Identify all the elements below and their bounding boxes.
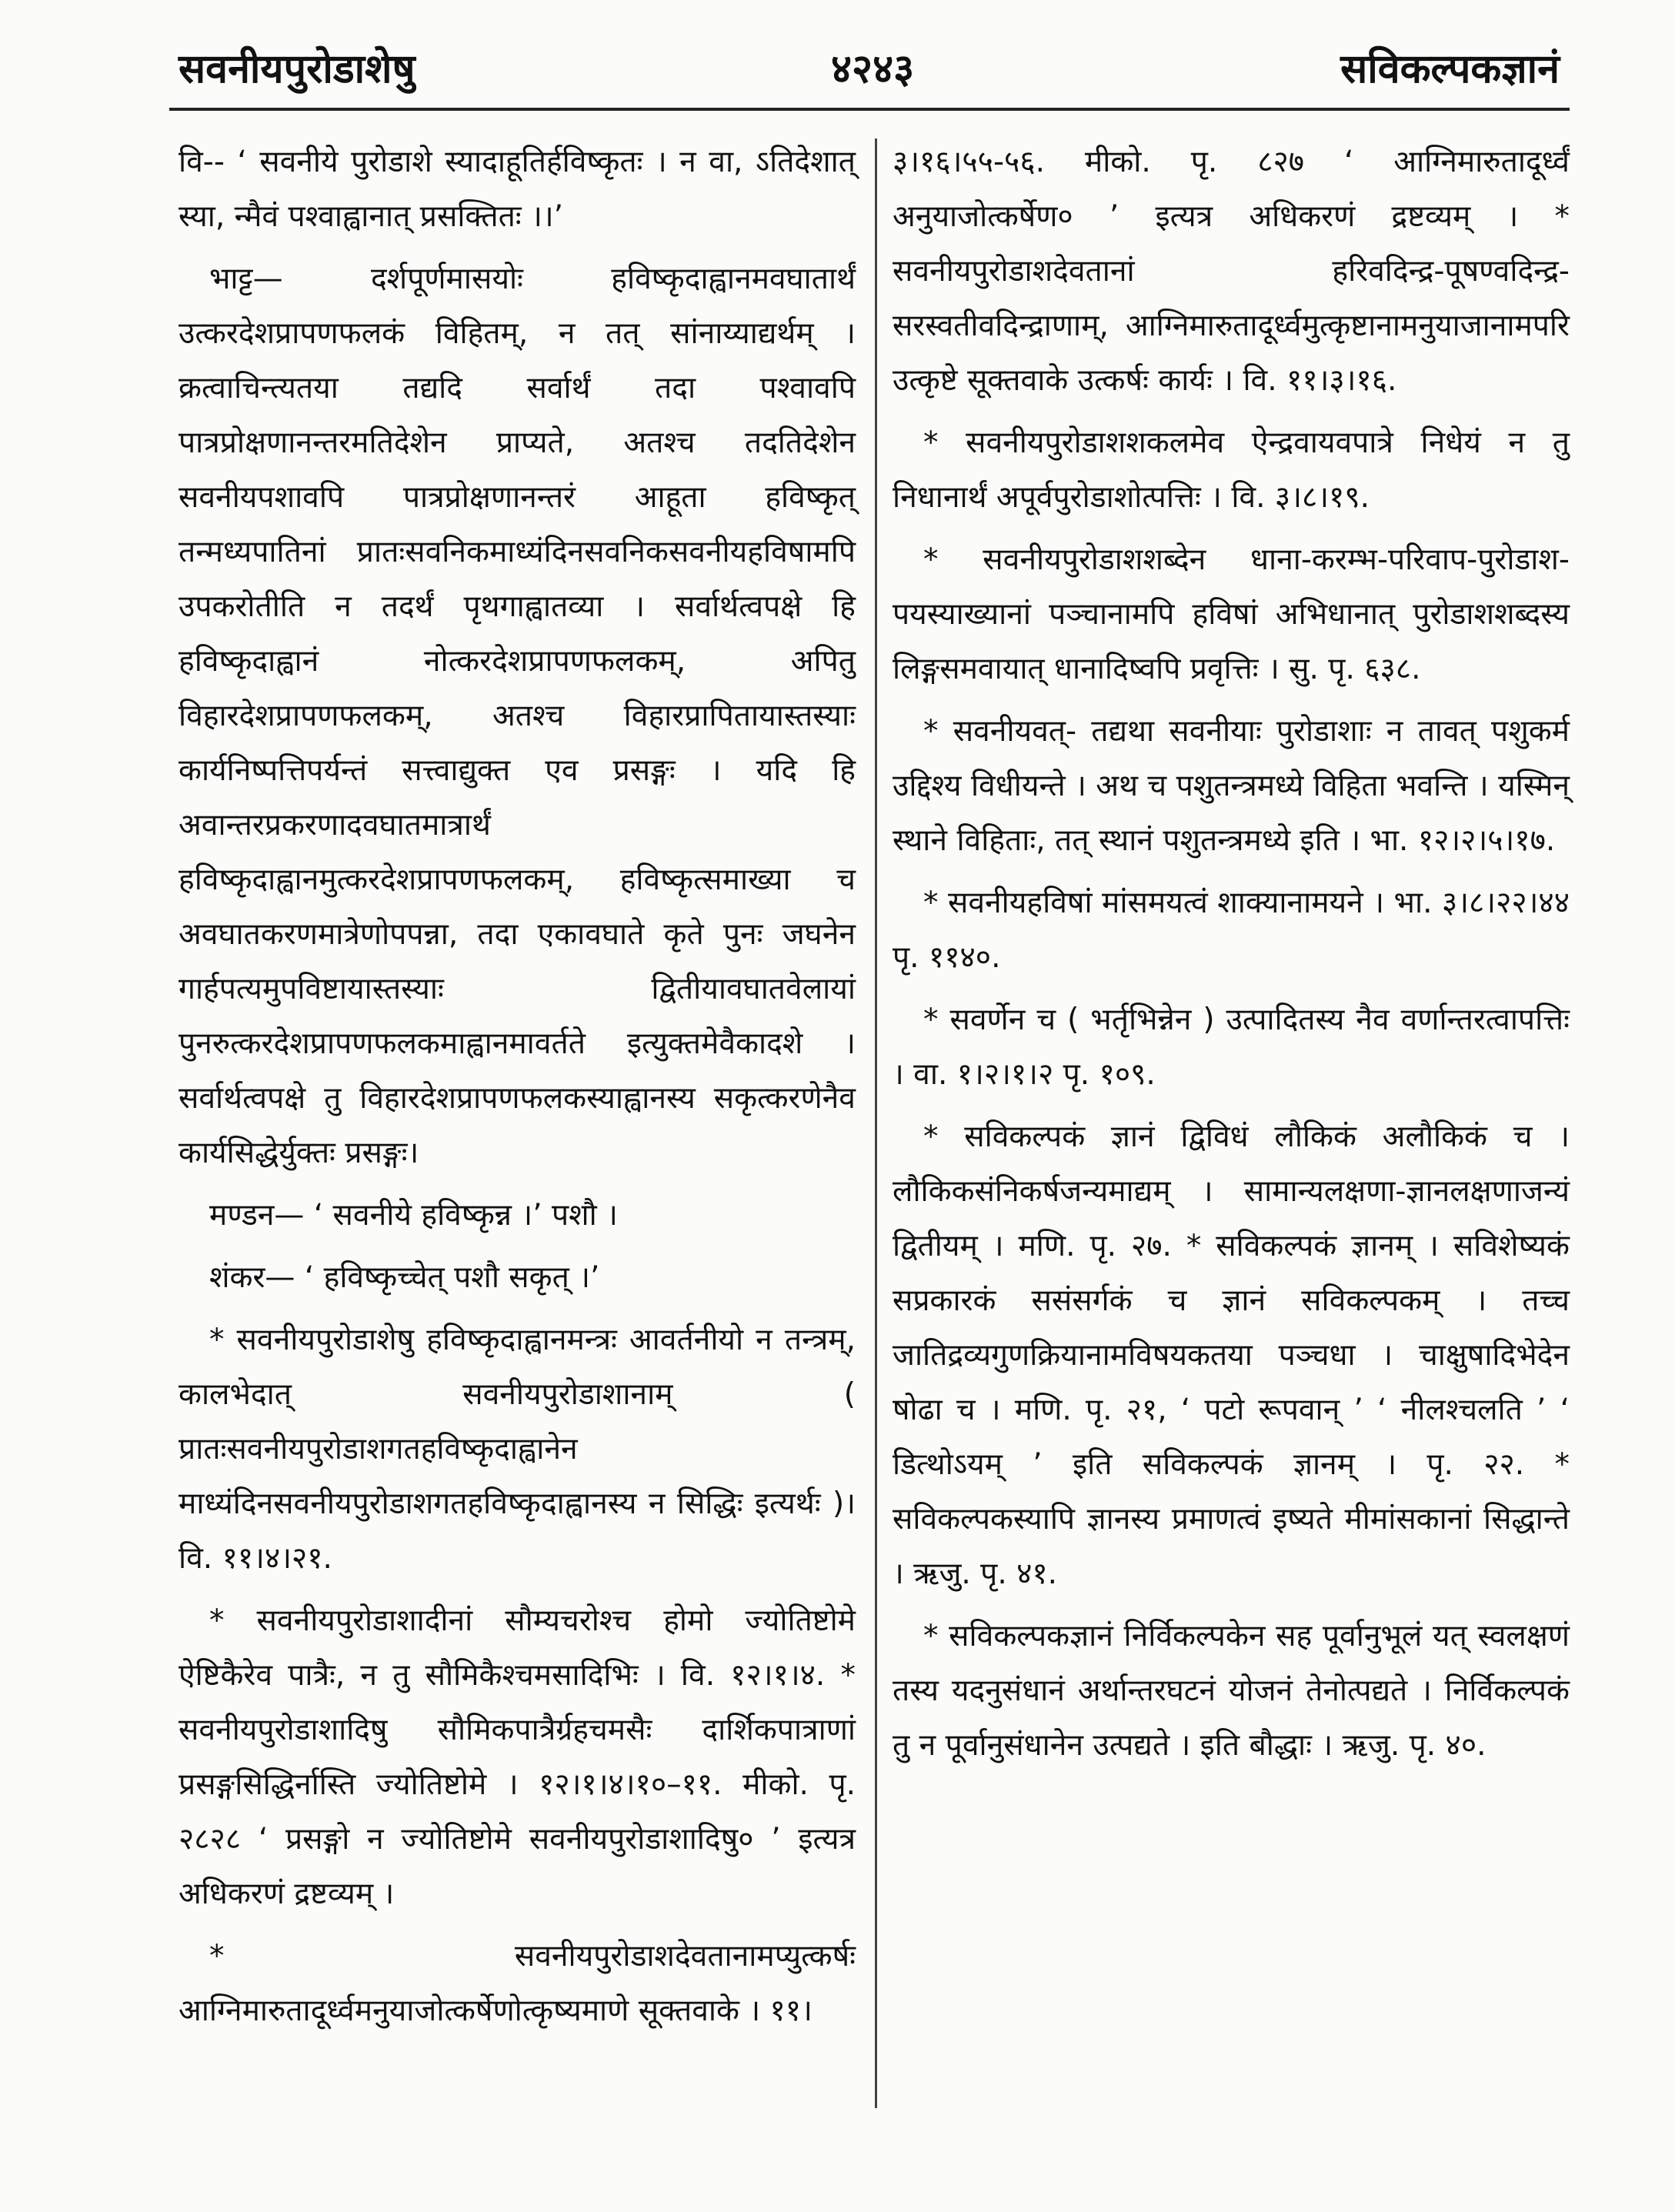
paragraph: * सवनीयहविषां मांसमयत्वं शाक्यानामयने । भा. ३।८।२२।४४ पृ. ११४०. (893, 886, 1570, 975)
page-number: ४२४३ (831, 46, 915, 92)
paragraph: ३।१६।५५-५६. मीको. पृ. ८२७ ‘ आग्निमारुतादूर्ध्वं अनुयाजोत्कर्षेण० ’ इत्यत्र अधिकरणं द्रष्टव्यम् । * सवनीयपुरोडाशदेवतानां हरिवदिन्द्र-पूषण्वदिन्द्र-सरस्वतीवदिन्द्राणाम्, आग्निमारुतादूर्ध्वमुत्कृष्टानामनुयाजानामपरि उत्कृष्टे सूक्तवाके उत्कर्षः कार्यः । वि. ११।३।१६. (893, 145, 1570, 398)
column-divider (875, 138, 877, 2108)
paragraph: * सवनीयपुरोडाशदेवतानामप्युत्कर्षः आग्निमारुतादूर्ध्वमनुयाजोत्कर्षेणोत्कृष्यमाणे सूक्तवाके । ११। (179, 1939, 856, 2028)
page-header (0, 31, 1675, 108)
paragraph: भाट्ट— दर्शपूर्णमासयोः हविष्कृदाह्वानमवघातार्थं उत्करदेशप्रापणफलकं विहितम्, न तत् सांनाय्याद्यर्थम् । क्रत्वाचिन्त्यतया तद्यदि सर्वार्थं तदा पश्वावपि पात्रप्रोक्षणानन्तरमतिदेशेन प्राप्यते, अतश्च तदतिदेशेन सवनीयपशावपि पात्रप्रोक्षणानन्तरं आहूता हविष्कृत् तन्मध्यपातिनां प्रातःसवनिकमाध्यंदिनसवनिकसवनीयहविषामपि उपकरोतीति न तदर्थं पृथगाह्वातव्या । सर्वार्थत्वपक्षे हि हविष्कृदाह्वानं नोत्करदेशप्रापणफलकम्, अपितु विहारदेशप्रापणफलकम्, अतश्च विहारप्रापितायास्तस्याः कार्यनिष्पत्तिपर्यन्तं सत्त्वाद्युक्त एव प्रसङ्गः । यदि हि अवान्तरप्रकरणादवघातमात्रार्थं हविष्कृदाह्वानमुत्करदेशप्रापणफलकम्, हविष्कृत्समाख्या च अवघातकरणमात्रेणोपपन्ना, तदा एकावघाते कृते पुनः जघनेन गार्हपत्यमुपविष्टायास्तस्याः द्वितीयावघातवेलायां पुनरुत्करदेशप्रापणफलकमाह्वानमावर्तते इत्युक्तमेवैकादशे । सर्वार्थत्वपक्षे तु विहारदेशप्रापणफलकस्याह्वानस्य सकृत्करणेनैव कार्यसिद्धेर्युक्तः प्रसङ्गः। (179, 262, 856, 1170)
left-column (179, 135, 856, 2046)
paragraph: * सवनीयवत्- तद्यथा सवनीयाः पुरोडाशाः न तावत् पशुकर्म उद्दिश्य विधीयन्ते । अथ च पशुतन्त्रमध्ये विहिता भवन्ति । यस्मिन् स्थाने विहिताः, तत् स्थानं पशुतन्त्रमध्ये इति । भा. १२।२।५।१७. (893, 714, 1570, 858)
paragraph: * सविकल्पकं ज्ञानं द्विविधं लौकिकं अलौकिकं च । लौकिकसंनिकर्षजन्यमाद्यम् । सामान्यलक्षणा-ज्ञानलक्षणाजन्यं द्वितीयम् । मणि. पृ. २७. * सविकल्पकं ज्ञानम् । सविशेष्यकं सप्रकारकं ससंसर्गकं च ज्ञानं सविकल्पकम् । तच्च जातिद्रव्यगुणक्रियानामविषयकतया पञ्चधा । चाक्षुषादिभेदेन षोढा च । मणि. पृ. २१, ‘ पटो रूपवान् ’ ‘ नीलश्चलति ’ ‘ डित्थोऽयम् ’ इति सविकल्पकं ज्ञानम् । पृ. २२. * सविकल्पकस्यापि ज्ञानस्य प्रमाणत्वं इष्यते मीमांसकानां सिद्धान्ते । ऋजु. पृ. ४१. (893, 1119, 1570, 1591)
paragraph: मण्डन— ‘ सवनीये हविष्कृन्न ।’ पशौ । (209, 1198, 618, 1233)
paragraph: * सवर्णेन च ( भर्तृभिन्नेन ) उत्पादितस्य नैव वर्णान्तरत्वापत्तिः । वा. १।२।१।२ पृ. १०९. (893, 1003, 1570, 1092)
right-column (893, 135, 1570, 1780)
paragraph: * सवनीयपुरोडाशेषु हविष्कृदाह्वानमन्त्रः आवर्तनीयो न तन्त्रम्, कालभेदात् सवनीयपुरोडाशानाम् ( प्रातःसवनीयपुरोडाशगतहविष्कृदाह्वानेन माध्यंदिनसवनीयपुरोडाशगतहविष्कृदाह्वानस्य न सिद्धिः इत्यर्थः )। वि. ११।४।२१. (179, 1323, 856, 1576)
paragraph: शंकर— ‘ हविष्कृच्चेत् पशौ सकृत् ।’ (209, 1260, 600, 1295)
paragraph: * सवनीयपुरोडाशशकलमेव ऐन्द्रवायवपात्रे निधेयं न तु निधानार्थं अपूर्वपुरोडाशोत्पत्तिः । वि. ३।८।१९. (893, 425, 1570, 515)
paragraph: * सविकल्पकज्ञानं निर्विकल्पकेन सह पूर्वानुभूलं यत् स्वलक्षणं तस्य यदनुसंधानं अर्थान्तरघटनं योजनं तेनोत्पद्यते । निर्विकल्पकं तु न पूर्वानुसंधानेन उत्पद्यते । इति बौद्धाः । ऋजु. पृ. ४०. (893, 1619, 1570, 1763)
paragraph: वि-- ‘ सवनीये पुरोडाशे स्यादाहूतिर्हविष्कृतः । न वा, ऽतिदेशात् स्या, न्मैवं पश्वाह्वानात् प्रसक्तितः ।।’ (179, 145, 856, 234)
header-rule (169, 108, 1570, 111)
paragraph: * सवनीयपुरोडाशशब्देन धाना-करम्भ-परिवाप-पुरोडाश-पयस्याख्यानां पञ्चानामपि हविषां अभिधानात् पुरोडाशशब्दस्य लिङ्गसमवायात् धानादिष्वपि प्रवृत्तिः । सु. पृ. ६३८. (893, 542, 1570, 686)
running-head-right: सविकल्पकज्ञानं (1340, 46, 1560, 92)
running-head-left: सवनीयपुरोडाशेषु (179, 46, 415, 92)
paragraph: * सवनीयपुरोडाशादीनां सौम्यचरोश्च होमो ज्योतिष्टोमे ऐष्टिकैरेव पात्रैः, न तु सौमिकैश्चमसादिभिः । वि. १२।१।४. * सवनीयपुरोडाशादिषु सौमिकपात्रैर्ग्रहचमसैः दार्शिकपात्राणां प्रसङ्गसिद्धिर्नास्ति ज्योतिष्टोमे । १२।१।४।१०–११. मीको. पृ. २८२८ ‘ प्रसङ्गो न ज्योतिष्टोमे सवनीयपुरोडाशादिषु० ’ इत्यत्र अधिकरणं द्रष्टव्यम् । (179, 1603, 856, 1911)
